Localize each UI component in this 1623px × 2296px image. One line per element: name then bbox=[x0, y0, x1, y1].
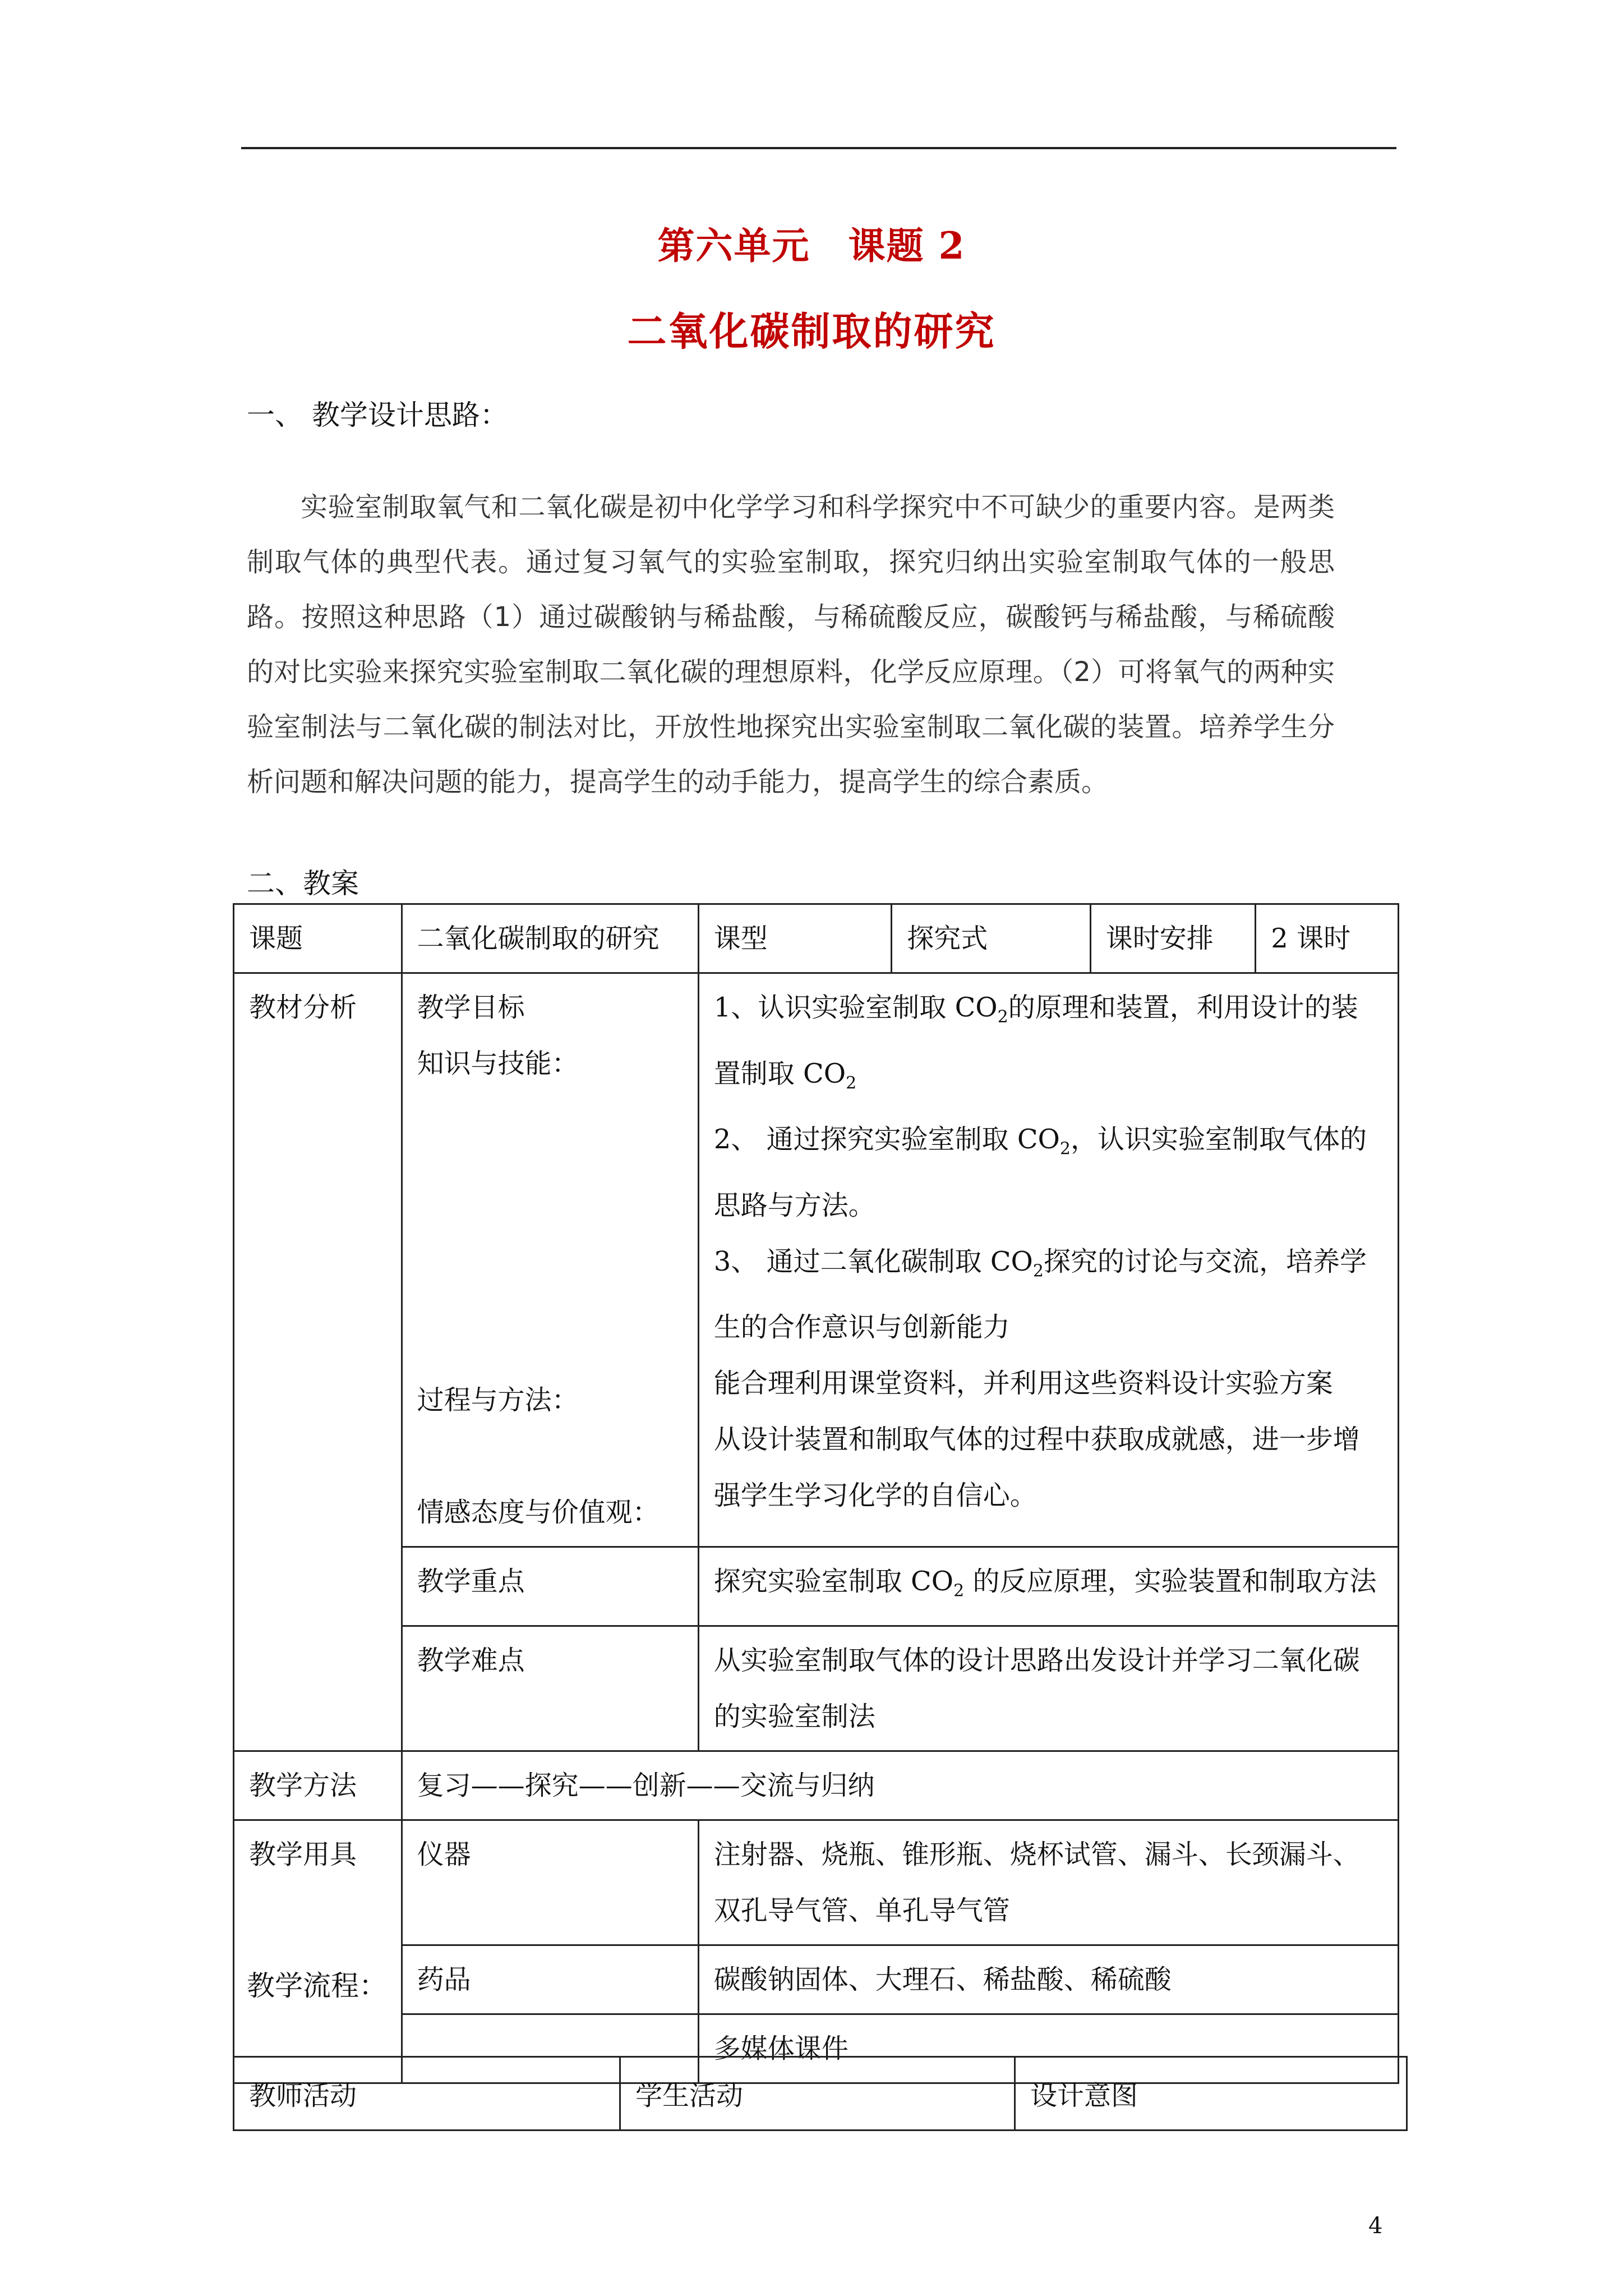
table-header-cell: 设计意图 bbox=[1015, 2057, 1407, 2131]
table-cell: 多媒体课件 bbox=[698, 2014, 1398, 2083]
table-cell: 探究实验室制取 $CO_2$ 的反应原理，实验装置和制取方法 bbox=[698, 1547, 1398, 1626]
table-row bbox=[234, 1820, 1399, 1945]
table-cell: 课题 bbox=[234, 904, 402, 973]
table-header-cell: 学生活动 bbox=[620, 2057, 1015, 2131]
table-cell: 仪器 bbox=[402, 1820, 698, 1945]
table-cell bbox=[402, 973, 698, 1547]
table-row bbox=[234, 1945, 1399, 2014]
lesson-plan-table bbox=[233, 903, 1399, 2084]
table-cell: 2 课时 bbox=[1256, 904, 1399, 973]
table-header-cell: 教师活动 bbox=[234, 2057, 620, 2131]
table-row bbox=[234, 1626, 1399, 1751]
table-cell: 碳酸钠固体、大理石、稀盐酸、稀硫酸 bbox=[698, 1945, 1398, 2014]
emotion-text: 从设计装置和制取气体的过程中获取成就感，进一步增强学生学习化学的自信心。 bbox=[713, 1424, 1360, 1512]
process-text: 能合理利用课堂资料，并利用这些资料设计实验方案 bbox=[713, 1368, 1333, 1400]
emotion-label: 情感态度与价值观： bbox=[417, 1497, 660, 1528]
table-cell: 探究式 bbox=[892, 904, 1090, 973]
table-row bbox=[234, 1751, 1399, 1820]
table-cell: 复习——探究——创新——交流与归纳 bbox=[402, 1751, 1398, 1820]
table-cell: 教学难点 bbox=[402, 1626, 698, 1751]
goal-label: 教学目标 bbox=[417, 992, 525, 1023]
table-cell: 药品 bbox=[402, 1945, 698, 2014]
lesson-title: 二氧化碳制取的研究 bbox=[627, 308, 996, 355]
table-cell: 从实验室制取气体的设计思路出发设计并学习二氧化碳的实验室制法 bbox=[698, 1626, 1398, 1751]
table-cell: 教材分析 bbox=[234, 973, 402, 1751]
section-heading-design: 一、 教学设计思路： bbox=[247, 399, 508, 431]
table-row bbox=[234, 1547, 1399, 1626]
table-cell bbox=[698, 973, 1398, 1547]
table-cell: 注射器、烧瓶、锥形瓶、烧杯试管、漏斗、长颈漏斗、双孔导气管、单孔导气管 bbox=[698, 1820, 1398, 1945]
knowledge-label: 知识与技能： bbox=[417, 1048, 579, 1079]
table-row bbox=[234, 904, 1399, 973]
goal-2: 2、 通过探究实验室制取 $CO_2$，认识实验室制取气体的思路与方法。 bbox=[713, 1124, 1367, 1221]
table-cell: 二氧化碳制取的研究 bbox=[402, 904, 698, 973]
table-row bbox=[234, 973, 1399, 1547]
unit-title: 第六单元 课题 2 bbox=[657, 224, 966, 268]
process-label: 过程与方法： bbox=[417, 1384, 579, 1416]
table-cell: 教学用具 bbox=[234, 1820, 402, 2083]
table-cell: 教学方法 bbox=[234, 1751, 402, 1820]
table-row bbox=[234, 2057, 1407, 2131]
goal-1: 1、认识实验室制取 $CO_2$的原理和装置，利用设计的装置制取 $CO_2$ bbox=[713, 992, 1358, 1093]
teaching-flow-label: 教学流程： bbox=[247, 1970, 387, 2002]
teaching-flow-table bbox=[233, 2056, 1408, 2131]
table-cell: 教学重点 bbox=[402, 1547, 698, 1626]
header-rule bbox=[241, 147, 1396, 149]
table-cell: 课型 bbox=[698, 904, 891, 973]
goal-3: 3、 通过二氧化碳制取 $CO_2$探究的讨论与交流，培养学生的合作意识与创新能力 bbox=[713, 1245, 1367, 1343]
table-cell: 课时安排 bbox=[1090, 904, 1256, 973]
section-heading-plan: 二、教案 bbox=[247, 867, 359, 900]
page-number: 4 bbox=[1368, 2213, 1383, 2239]
design-paragraph: 实验室制取氧气和二氧化碳是初中化学学习和科学探究中不可缺少的重要内容。是两类制取气体的典型代表。通过复习氧气的实验室制取，探究归纳出实验室制取气体的一般思路。按照这种思路（1）通过碳酸钠与稀盐酸，与稀硫酸反应，碳酸钙与稀盐酸，与稀硫酸的对比实验来探究实验室制取二氧化碳的理想原料，化学反应原理。（2）可将氧气的两种实验室制法与二氧化碳的制法对比，开放性地探究出实验室制取二氧化碳的装置。培养学生分析问题和解决问题的能力，提高学生的动手能力，提高学生的综合素质。 bbox=[247, 491, 1335, 798]
